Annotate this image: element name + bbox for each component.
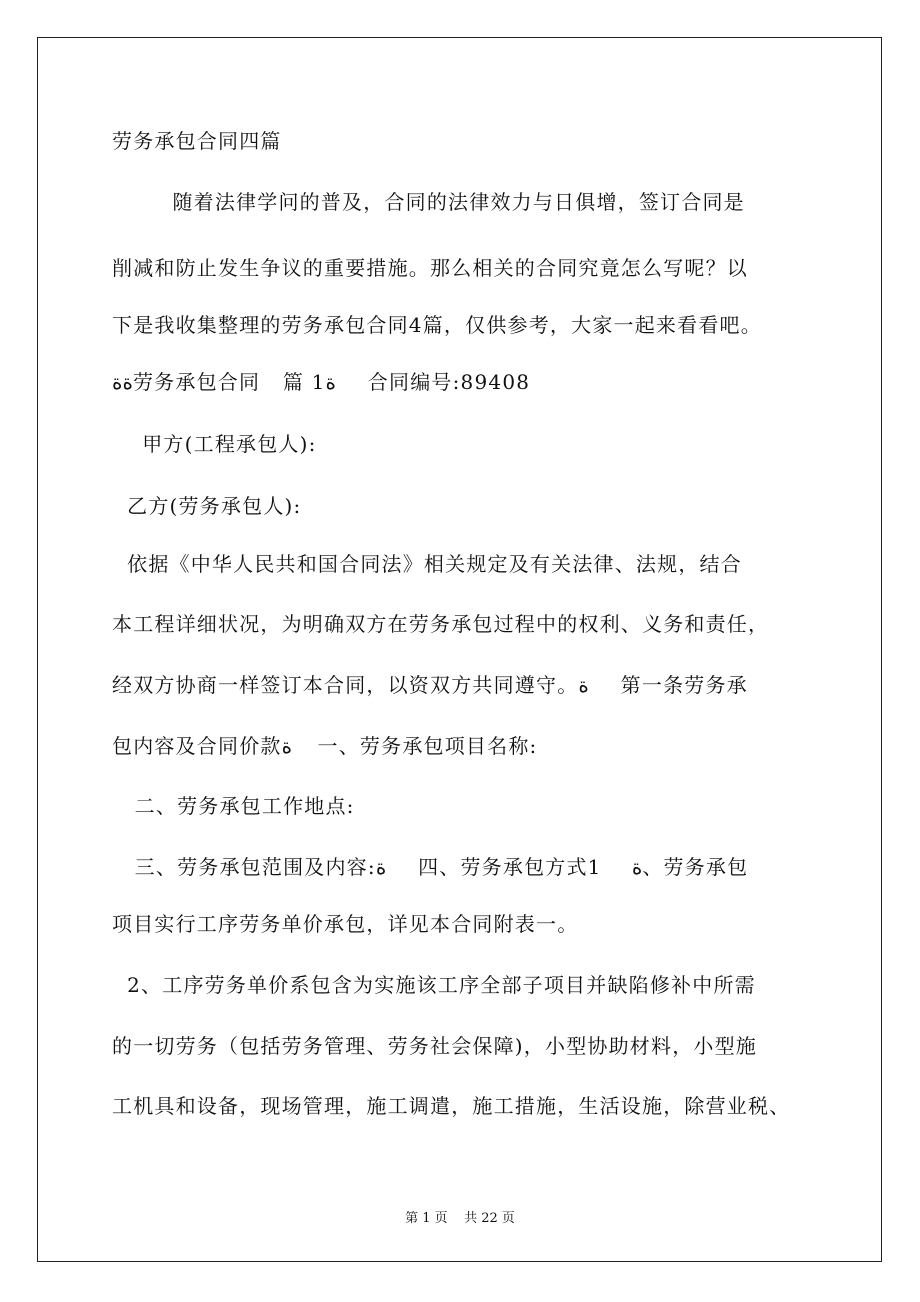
party-a-line: 甲方(工程承包人): (112, 432, 317, 456)
paragraph-line: 的一切劳务（包括劳务管理、劳务社会保障)，小型协助材料，小型施 (112, 1034, 758, 1058)
paragraph-line: 本工程详细状况，为明确双方在劳务承包过程中的权利、义务和责任， (112, 612, 770, 636)
paragraph-line: 工机具和设备，现场管理，施工调遣，施工措施，生活设施，除营业税、 (112, 1094, 791, 1118)
page-border (37, 37, 882, 1262)
paragraph-line: 项目实行工序劳务单价承包，详见本合同附表一。 (112, 912, 579, 936)
page-indicator: 第 1 页 共 22 页 (405, 1211, 515, 1226)
section-heading-line: ةة劳务承包合同 篇 1ة 合同编号:89408 (112, 370, 531, 394)
paragraph-line: 依据《中华人民共和国合同法》相关规定及有关法律、法规，结合 (112, 552, 742, 576)
paragraph-line: 包内容及合同价款ة 一、劳务承包项目名称: (112, 734, 538, 758)
party-b-line: 乙方(劳务承包人): (112, 494, 302, 518)
document-title: 劳务承包合同四篇 (112, 129, 282, 153)
paragraph-line: 随着法律学问的普及，合同的法律效力与日俱增，签订合同是 (112, 190, 745, 214)
paragraph-line: 二、劳务承包工作地点: (112, 794, 355, 818)
paragraph-line: 三、劳务承包范围及内容:ة 四、劳务承包方式1 ة、劳务承包 (112, 855, 749, 879)
paragraph-line: 2、工序劳务单价系包含为实施该工序全部子项目并缺陷修补中所需 (112, 973, 756, 997)
paragraph-line: 经双方协商一样签订本合同，以资双方共同遵守。ة 第一条劳务承 (112, 673, 748, 697)
paragraph-line: 削减和防止发生争议的重要措施。那么相关的合同究竟怎么写呢？以 (112, 256, 748, 280)
paragraph-line: 下是我收集整理的劳务承包合同4篇，仅供参考，大家一起来看看吧。 (112, 313, 762, 337)
